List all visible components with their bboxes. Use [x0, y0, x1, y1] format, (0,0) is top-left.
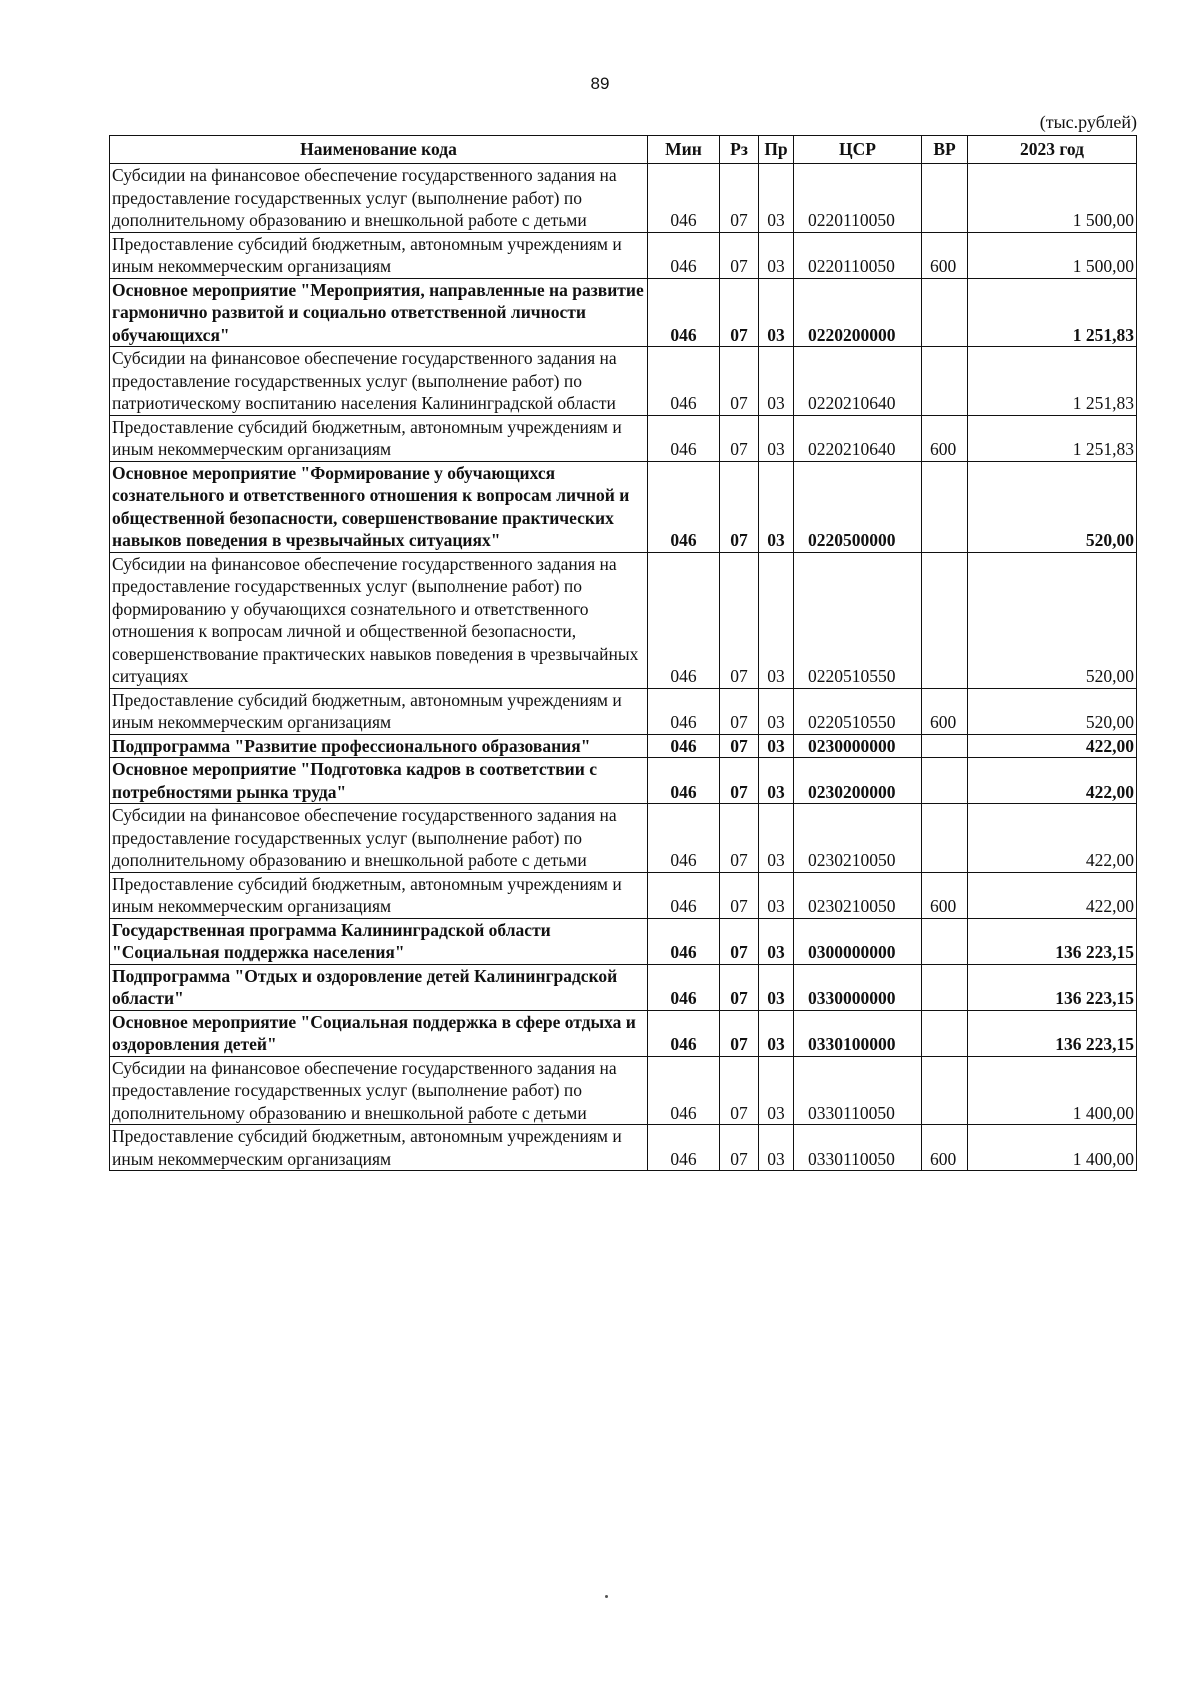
cell-vr: 600: [922, 688, 968, 734]
cell-name: Субсидии на финансовое обеспечение государственного задания на предоставление государственных услуг (выполнение работ) по дополнительному образованию и внешкольной работе с детьми: [110, 1056, 648, 1125]
cell-rz: 07: [720, 688, 759, 734]
table-header: [110, 136, 1137, 164]
scan-speck: [605, 1595, 608, 1598]
cell-amount: 422,00: [968, 872, 1137, 918]
cell-name: Предоставление субсидий бюджетным, автономным учреждениям и иным некоммерческим организациям: [110, 415, 648, 461]
table-body: [110, 164, 1137, 1171]
cell-name: Предоставление субсидий бюджетным, автономным учреждениям и иным некоммерческим организациям: [110, 872, 648, 918]
cell-name: Субсидии на финансовое обеспечение государственного задания на предоставление государственных услуг (выполнение работ) по дополнительному образованию и внешкольной работе с детьми: [110, 804, 648, 873]
cell-amount: 136 223,15: [968, 964, 1137, 1010]
cell-csr: 0220500000: [794, 461, 922, 552]
cell-name: Предоставление субсидий бюджетным, автономным учреждениям и иным некоммерческим организациям: [110, 688, 648, 734]
cell-csr: 0330110050: [794, 1056, 922, 1125]
cell-min: 046: [648, 552, 720, 688]
table-row: [110, 734, 1137, 758]
cell-min: 046: [648, 461, 720, 552]
header-min: Мин: [648, 136, 720, 164]
cell-rz: 07: [720, 872, 759, 918]
cell-pr: 03: [759, 918, 794, 964]
header-rz: Рз: [720, 136, 759, 164]
cell-rz: 07: [720, 1010, 759, 1056]
cell-amount: 1 251,83: [968, 278, 1137, 347]
cell-pr: 03: [759, 1010, 794, 1056]
cell-rz: 07: [720, 461, 759, 552]
cell-vr: 600: [922, 232, 968, 278]
cell-amount: 422,00: [968, 804, 1137, 873]
table-row: [110, 232, 1137, 278]
cell-vr: 600: [922, 415, 968, 461]
cell-pr: 03: [759, 552, 794, 688]
cell-min: 046: [648, 232, 720, 278]
cell-amount: 520,00: [968, 461, 1137, 552]
cell-csr: 0230000000: [794, 734, 922, 758]
cell-amount: 1 500,00: [968, 164, 1137, 233]
cell-csr: 0220210640: [794, 347, 922, 416]
header-vr: ВР: [922, 136, 968, 164]
cell-pr: 03: [759, 758, 794, 804]
cell-vr: [922, 734, 968, 758]
cell-vr: [922, 804, 968, 873]
cell-rz: 07: [720, 1125, 759, 1171]
table-row: [110, 964, 1137, 1010]
cell-vr: [922, 1056, 968, 1125]
header-row: [110, 136, 1137, 164]
table-row: [110, 347, 1137, 416]
table-row: [110, 552, 1137, 688]
cell-rz: 07: [720, 415, 759, 461]
cell-csr: 0220210640: [794, 415, 922, 461]
cell-rz: 07: [720, 232, 759, 278]
cell-rz: 07: [720, 347, 759, 416]
table-row: [110, 872, 1137, 918]
cell-rz: 07: [720, 734, 759, 758]
cell-pr: 03: [759, 278, 794, 347]
table-row: [110, 688, 1137, 734]
cell-csr: 0230210050: [794, 804, 922, 873]
cell-csr: 0330000000: [794, 964, 922, 1010]
cell-pr: 03: [759, 688, 794, 734]
budget-table: [109, 135, 1137, 1171]
cell-min: 046: [648, 347, 720, 416]
cell-min: 046: [648, 1056, 720, 1125]
table-row: [110, 164, 1137, 233]
cell-pr: 03: [759, 872, 794, 918]
cell-csr: 0220110050: [794, 232, 922, 278]
cell-rz: 07: [720, 164, 759, 233]
cell-min: 046: [648, 804, 720, 873]
cell-amount: 1 400,00: [968, 1125, 1137, 1171]
cell-amount: 136 223,15: [968, 1010, 1137, 1056]
cell-name: Государственная программа Калининградской области "Социальная поддержка населения": [110, 918, 648, 964]
cell-vr: [922, 758, 968, 804]
cell-amount: 136 223,15: [968, 918, 1137, 964]
table-row: [110, 918, 1137, 964]
cell-min: 046: [648, 1125, 720, 1171]
cell-name: Предоставление субсидий бюджетным, автономным учреждениям и иным некоммерческим организациям: [110, 232, 648, 278]
cell-name: Субсидии на финансовое обеспечение государственного задания на предоставление государственных услуг (выполнение работ) по дополнительному образованию и внешкольной работе с детьми: [110, 164, 648, 233]
cell-vr: [922, 1010, 968, 1056]
cell-csr: 0220200000: [794, 278, 922, 347]
header-pr: Пр: [759, 136, 794, 164]
cell-rz: 07: [720, 918, 759, 964]
cell-amount: 520,00: [968, 552, 1137, 688]
table-row: [110, 1010, 1137, 1056]
cell-name: Основное мероприятие "Социальная поддержка в сфере отдыха и оздоровления детей": [110, 1010, 648, 1056]
cell-name: Основное мероприятие "Мероприятия, направленные на развитие гармонично развитой и социально ответственной личности обучающихся": [110, 278, 648, 347]
cell-name: Подпрограмма "Развитие профессионального образования": [110, 734, 648, 758]
cell-min: 046: [648, 758, 720, 804]
cell-rz: 07: [720, 758, 759, 804]
cell-min: 046: [648, 415, 720, 461]
cell-min: 046: [648, 918, 720, 964]
table-row: [110, 804, 1137, 873]
table-row: [110, 1125, 1137, 1171]
header-year: 2023 год: [968, 136, 1137, 164]
cell-min: 046: [648, 688, 720, 734]
cell-name: Субсидии на финансовое обеспечение государственного задания на предоставление государственных услуг (выполнение работ) по патриотическому воспитанию населения Калининградской области: [110, 347, 648, 416]
cell-rz: 07: [720, 1056, 759, 1125]
cell-csr: 0300000000: [794, 918, 922, 964]
cell-min: 046: [648, 278, 720, 347]
cell-amount: 422,00: [968, 758, 1137, 804]
cell-min: 046: [648, 734, 720, 758]
cell-pr: 03: [759, 415, 794, 461]
cell-min: 046: [648, 872, 720, 918]
cell-vr: 600: [922, 1125, 968, 1171]
cell-name: Предоставление субсидий бюджетным, автономным учреждениям и иным некоммерческим организациям: [110, 1125, 648, 1171]
table-row: [110, 415, 1137, 461]
units-label: (тыс.рублей): [1039, 112, 1137, 132]
header-csr: ЦСР: [794, 136, 922, 164]
cell-csr: 0220510550: [794, 688, 922, 734]
cell-amount: 1 400,00: [968, 1056, 1137, 1125]
table-row: [110, 461, 1137, 552]
cell-rz: 07: [720, 552, 759, 688]
cell-rz: 07: [720, 278, 759, 347]
cell-name: Основное мероприятие "Подготовка кадров в соответствии с потребностями рынка труда": [110, 758, 648, 804]
cell-csr: 0330110050: [794, 1125, 922, 1171]
cell-vr: [922, 964, 968, 1010]
table-row: [110, 278, 1137, 347]
header-name: Наименование кода: [110, 136, 648, 164]
cell-csr: 0220110050: [794, 164, 922, 233]
cell-pr: 03: [759, 347, 794, 416]
cell-name: Подпрограмма "Отдых и оздоровление детей Калининградской области": [110, 964, 648, 1010]
cell-amount: 1 251,83: [968, 347, 1137, 416]
cell-amount: 1 500,00: [968, 232, 1137, 278]
cell-pr: 03: [759, 232, 794, 278]
cell-vr: [922, 552, 968, 688]
cell-vr: [922, 347, 968, 416]
cell-csr: 0220510550: [794, 552, 922, 688]
cell-vr: [922, 278, 968, 347]
cell-name: Субсидии на финансовое обеспечение государственного задания на предоставление государственных услуг (выполнение работ) по формированию у обучающихся сознательного и ответственного отношения к вопросам личной и общественной безопасности, совершенствование практических навыков поведения в чрезвычайных ситуациях: [110, 552, 648, 688]
page-number: 89: [590, 74, 610, 93]
cell-vr: 600: [922, 872, 968, 918]
cell-rz: 07: [720, 964, 759, 1010]
cell-amount: 422,00: [968, 734, 1137, 758]
cell-vr: [922, 164, 968, 233]
cell-pr: 03: [759, 804, 794, 873]
table-row: [110, 758, 1137, 804]
cell-pr: 03: [759, 1056, 794, 1125]
cell-csr: 0230200000: [794, 758, 922, 804]
cell-amount: 520,00: [968, 688, 1137, 734]
table-row: [110, 1056, 1137, 1125]
cell-min: 046: [648, 964, 720, 1010]
cell-rz: 07: [720, 804, 759, 873]
cell-pr: 03: [759, 461, 794, 552]
cell-name: Основное мероприятие "Формирование у обучающихся сознательного и ответственного отношения к вопросам личной и общественной безопасности, совершенствование практических навыков поведения в чрезвычайных ситуациях": [110, 461, 648, 552]
cell-pr: 03: [759, 734, 794, 758]
cell-pr: 03: [759, 164, 794, 233]
cell-vr: [922, 918, 968, 964]
cell-amount: 1 251,83: [968, 415, 1137, 461]
cell-csr: 0330100000: [794, 1010, 922, 1056]
cell-pr: 03: [759, 964, 794, 1010]
cell-min: 046: [648, 1010, 720, 1056]
cell-pr: 03: [759, 1125, 794, 1171]
cell-csr: 0230210050: [794, 872, 922, 918]
cell-vr: [922, 461, 968, 552]
cell-min: 046: [648, 164, 720, 233]
